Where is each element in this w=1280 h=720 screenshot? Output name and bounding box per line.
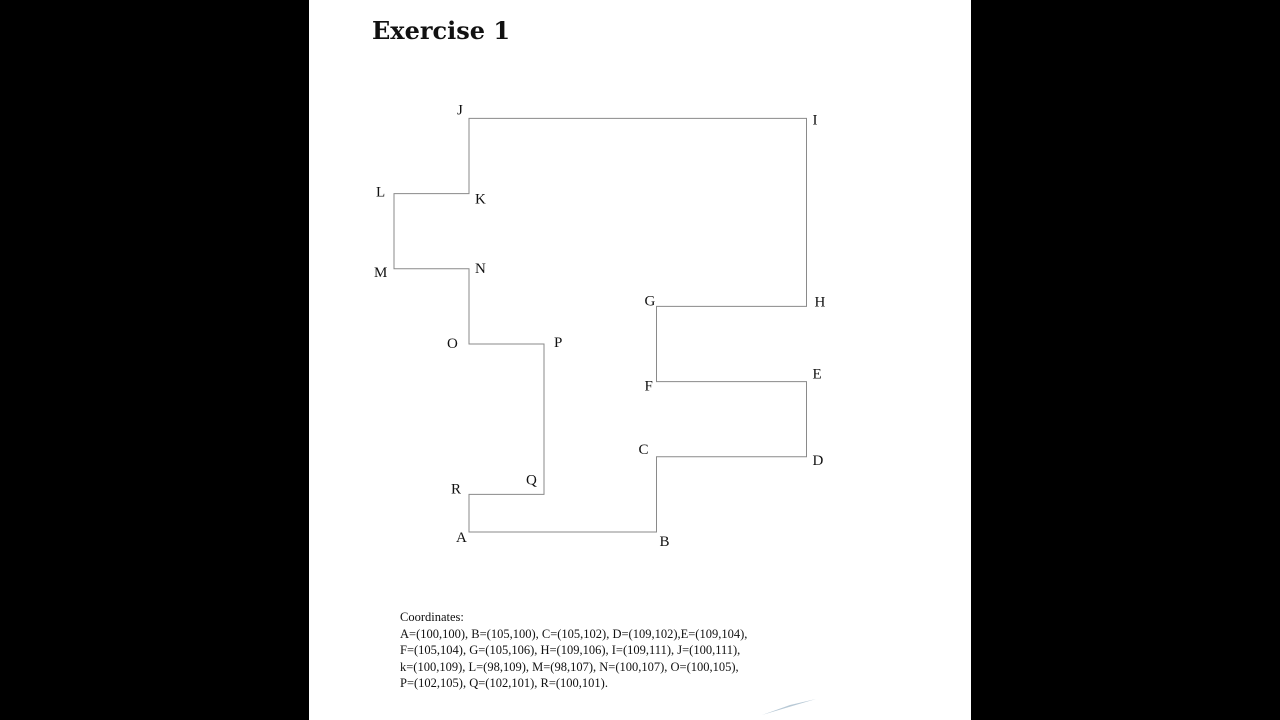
coordinates-line-3: k=(100,109), L=(98,109), M=(98,107), N=(100,107), O=(100,105), (400, 659, 739, 674)
vertex-label-l: L (376, 184, 386, 201)
polygon-outline (394, 118, 807, 532)
vertex-label-k: K (475, 191, 486, 208)
vertex-label-r: R (451, 481, 462, 498)
coordinates-line-1: A=(100,100), B=(105,100), C=(105,102), D=(109,102),E=(109,104), (400, 626, 748, 641)
vertex-labels (374, 102, 826, 550)
vertex-label-p: P (554, 335, 563, 351)
coordinates-block (400, 609, 870, 692)
vertex-label-a: A (456, 530, 467, 546)
watermark-slash-mark (760, 697, 820, 719)
vertex-label-f: F (644, 378, 653, 395)
polygon-figure (309, 0, 971, 600)
vertex-label-h: H (814, 294, 826, 311)
coordinates-heading: Coordinates: (400, 610, 464, 624)
vertex-label-n: N (475, 260, 486, 277)
exercise-title: Exercise 1 (372, 16, 511, 45)
vertex-label-d: D (812, 452, 824, 469)
coordinates-line-4: P=(102,105), Q=(102,101), R=(100,101). (400, 676, 608, 690)
vertex-label-i: I (812, 112, 818, 129)
vertex-label-c: C (638, 441, 649, 458)
vertex-label-b: B (659, 534, 670, 550)
vertex-label-j: J (457, 102, 463, 119)
polygon-svg (309, 0, 971, 600)
vertex-label-e: E (812, 366, 822, 383)
vertex-label-g: G (644, 293, 656, 310)
document-page (309, 0, 971, 720)
vertex-label-q: Q (526, 472, 537, 489)
vertex-label-o: O (447, 336, 458, 352)
vertex-label-m: M (374, 264, 388, 281)
coordinates-line-2: F=(105,104), G=(105,106), H=(109,106), I=(109,111), J=(100,111), (400, 643, 741, 657)
